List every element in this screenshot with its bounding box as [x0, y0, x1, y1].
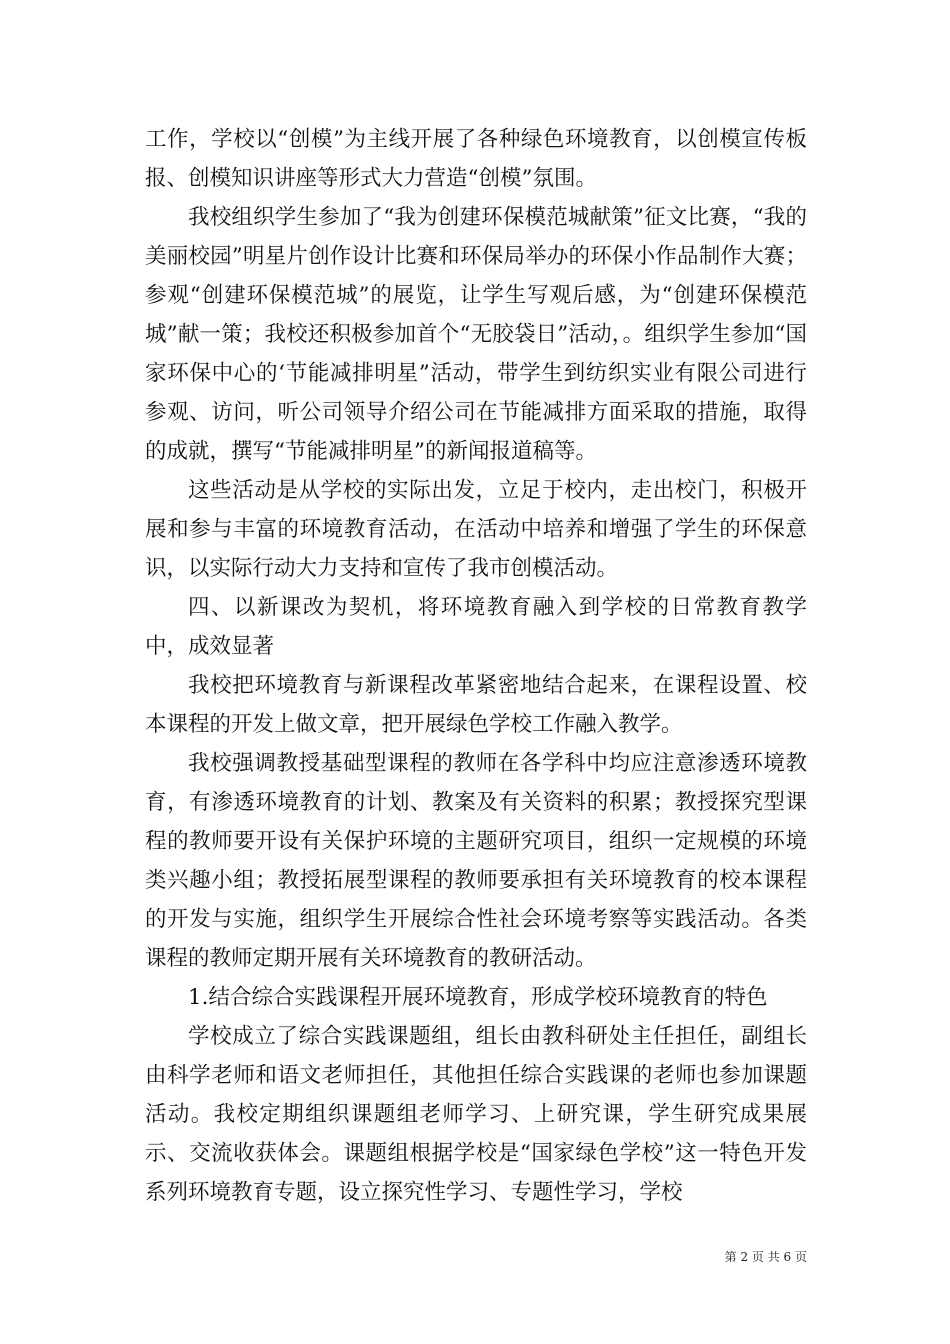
page-number: 第 2 页 共 6 页: [724, 1250, 807, 1264]
paragraph: 工作，学校以“创模”为主线开展了各种绿色环境教育，以创模宣传板报、创模知识讲座等形式大力营造“创模”氛围。: [145, 127, 807, 191]
paragraph: 我校把环境教育与新课程改革紧密地结合起来，在课程设置、校本课程的开发上做文章，把开展绿色学校工作融入教学。: [145, 673, 807, 737]
paragraph: 四、以新课改为契机，将环境教育融入到学校的日常教育教学中，成效显著: [145, 595, 807, 659]
paragraph: 我校强调教授基础型课程的教师在各学科中均应注意渗透环境教育，有渗透环境教育的计划、教案及有关资料的积累；教授探究型课程的教师要开设有关保护环境的主题研究项目，组织一定规模的环境类兴趣小组；教授拓展型课程的教师要承担有关环境教育的校本课程的开发与实施，组织学生开展综合性社会环境考察等实践活动。各类课程的教师定期开展有关环境教育的教研活动。: [145, 751, 807, 971]
paragraph: 1.结合综合实践课程开展环境教育，形成学校环境教育的特色: [188, 985, 768, 1010]
paragraph: 学校成立了综合实践课题组，组长由教科研处主任担任，副组长由科学老师和语文老师担任，其他担任综合实践课的老师也参加课题活动。我校定期组织课题组老师学习、上研究课，学生研究成果展示、交流收获体会。课题组根据学校是“国家绿色学校”这一特色开发系列环境教育专题，设立探究性学习、专题性学习，学校: [145, 1024, 807, 1205]
paragraph: 我校组织学生参加了“我为创建环保模范城献策”征文比赛，“我的美丽校园”明星片创作设计比赛和环保局举办的环保小作品制作大赛；参观“创建环保模范城”的展览，让学生写观后感，为“创建环保模范城”献一策；我校还积极参加首个“无胶袋日”活动，。组织学生参加“国家环保中心的‘节能减排明星”活动，带学生到纺织实业有限公司进行参观、访问，听公司领导介绍公司在节能减排方面采取的措施，取得的成就，撰写“节能减排明星”的新闻报道稿等。: [145, 205, 807, 464]
paragraph: 这些活动是从学校的实际出发，立足于校内，走出校门，积极开展和参与丰富的环境教育活动，在活动中培养和增强了学生的环保意识，以实际行动大力支持和宣传了我市创模活动。: [145, 478, 807, 581]
document-body: [145, 120, 807, 1212]
